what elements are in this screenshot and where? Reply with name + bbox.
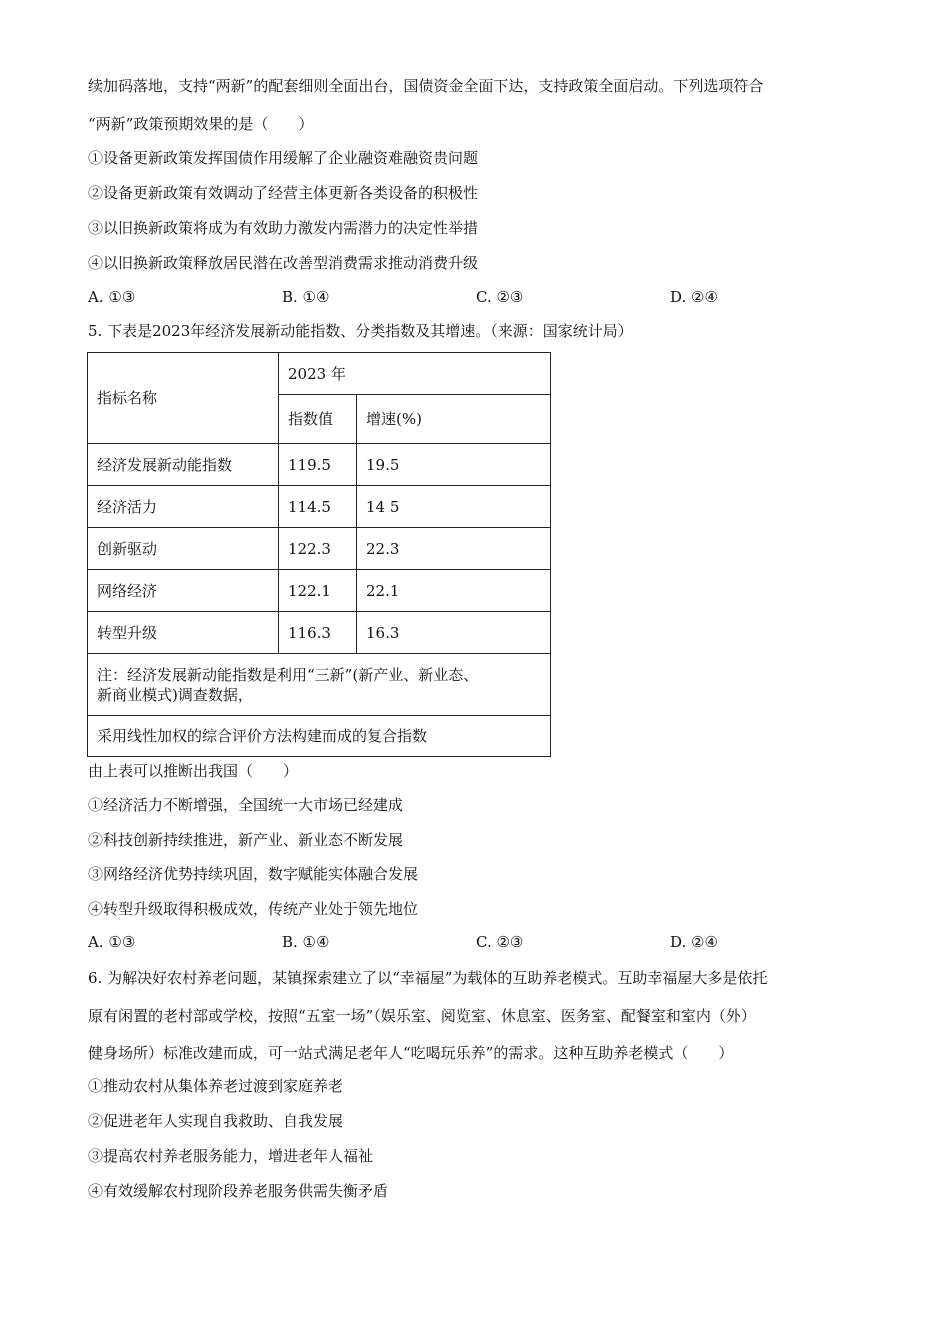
- table-note-continued: 采用线性加权的综合评价方法构建而成的复合指数: [88, 716, 551, 757]
- q6-stem-line3: 健身场所）标准改建而成，可一站式满足老年人“吃喝玩乐养”的需求。这种互助养老模式（ ）: [88, 1044, 734, 1062]
- q6-item-1: ①推动农村从集体养老过渡到家庭养老: [88, 1077, 344, 1095]
- q5-option-c[interactable]: C. ②③: [476, 933, 524, 951]
- q4-stem-line1: 续加码落地，支持“两新”的配套细则全面出台，国债资金全面下达，支持政策全面启动。下列选项符合: [88, 77, 764, 95]
- q4-stem-line2: “两新”政策预期效果的是（ ）: [88, 115, 314, 133]
- q4-option-c[interactable]: C. ②③: [476, 288, 524, 306]
- q5-question: 由上表可以推断出我国（ ）: [88, 762, 299, 780]
- q4-option-a[interactable]: A. ①③: [88, 288, 136, 306]
- table-row: [88, 612, 551, 654]
- row-growth: 16.3: [357, 612, 551, 654]
- q5-option-d[interactable]: D. ②④: [670, 933, 718, 951]
- header-year: 2023 年: [279, 353, 551, 395]
- table-note-line2: 新商业模式)调查数据，: [97, 685, 253, 704]
- row-name: 经济活力: [88, 486, 279, 528]
- q5-item-2: ②科技创新持续推进，新产业、新业态不断发展: [88, 831, 404, 849]
- row-name: 经济发展新动能指数: [88, 444, 279, 486]
- q5-option-a[interactable]: A. ①③: [88, 933, 136, 951]
- row-index: 119.5: [279, 444, 357, 486]
- indicator-table: [87, 352, 551, 757]
- table-row: [88, 444, 551, 486]
- row-index: 122.3: [279, 528, 357, 570]
- row-growth: 14 5: [357, 486, 551, 528]
- q6-stem-line2: 原有闲置的老村部或学校，按照“五室一场”（娱乐室、阅览室、休息室、医务室、配餐室和室内（外）: [88, 1007, 756, 1025]
- q5-item-1: ①经济活力不断增强，全国统一大市场已经建成: [88, 796, 404, 814]
- table-row: [88, 528, 551, 570]
- q5-item-3: ③网络经济优势持续巩固，数字赋能实体融合发展: [88, 865, 419, 883]
- table-row: [88, 486, 551, 528]
- q5-option-b[interactable]: B. ①④: [282, 933, 330, 951]
- row-growth: 22.1: [357, 570, 551, 612]
- row-index: 114.5: [279, 486, 357, 528]
- header-indicator-name: 指标名称: [88, 353, 279, 444]
- q6-item-2: ②促进老年人实现自我救助、自我发展: [88, 1112, 344, 1130]
- table-note: [88, 654, 551, 716]
- row-name: 网络经济: [88, 570, 279, 612]
- q5-options: [88, 932, 788, 952]
- q6-item-4: ④有效缓解农村现阶段养老服务供需失衡矛盾: [88, 1182, 389, 1200]
- row-name: 转型升级: [88, 612, 279, 654]
- q4-item-3: ③以旧换新政策将成为有效助力激发内需潜力的决定性举措: [88, 219, 479, 237]
- row-growth: 22.3: [357, 528, 551, 570]
- q5-stem: 5. 下表是2023年经济发展新动能指数、分类指数及其增速。（来源：国家统计局）: [88, 322, 633, 340]
- row-index: 116.3: [279, 612, 357, 654]
- table-row: [88, 570, 551, 612]
- q5-item-4: ④转型升级取得积极成效，传统产业处于领先地位: [88, 900, 419, 918]
- row-name: 创新驱动: [88, 528, 279, 570]
- header-growth-rate: 增速(%): [357, 395, 551, 444]
- q6-stem-line1: 6. 为解决好农村养老问题，某镇探索建立了以“幸福屋”为载体的互助养老模式。互助幸福屋大多是依托: [88, 969, 768, 987]
- q4-option-b[interactable]: B. ①④: [282, 288, 330, 306]
- header-index-value: 指数值: [279, 395, 357, 444]
- q4-item-1: ①设备更新政策发挥国债作用缓解了企业融资难融资贵问题: [88, 149, 479, 167]
- q4-item-2: ②设备更新政策有效调动了经营主体更新各类设备的积极性: [88, 184, 479, 202]
- q4-options: [88, 287, 788, 307]
- q4-item-4: ④以旧换新政策释放居民潜在改善型消费需求推动消费升级: [88, 254, 479, 272]
- row-growth: 19.5: [357, 444, 551, 486]
- q4-option-d[interactable]: D. ②④: [670, 288, 718, 306]
- q6-item-3: ③提高农村养老服务能力，增进老年人福祉: [88, 1147, 374, 1165]
- row-index: 122.1: [279, 570, 357, 612]
- table-note-line1: 注：经济发展新动能指数是利用“三新”(新产业、新业态、: [97, 665, 479, 684]
